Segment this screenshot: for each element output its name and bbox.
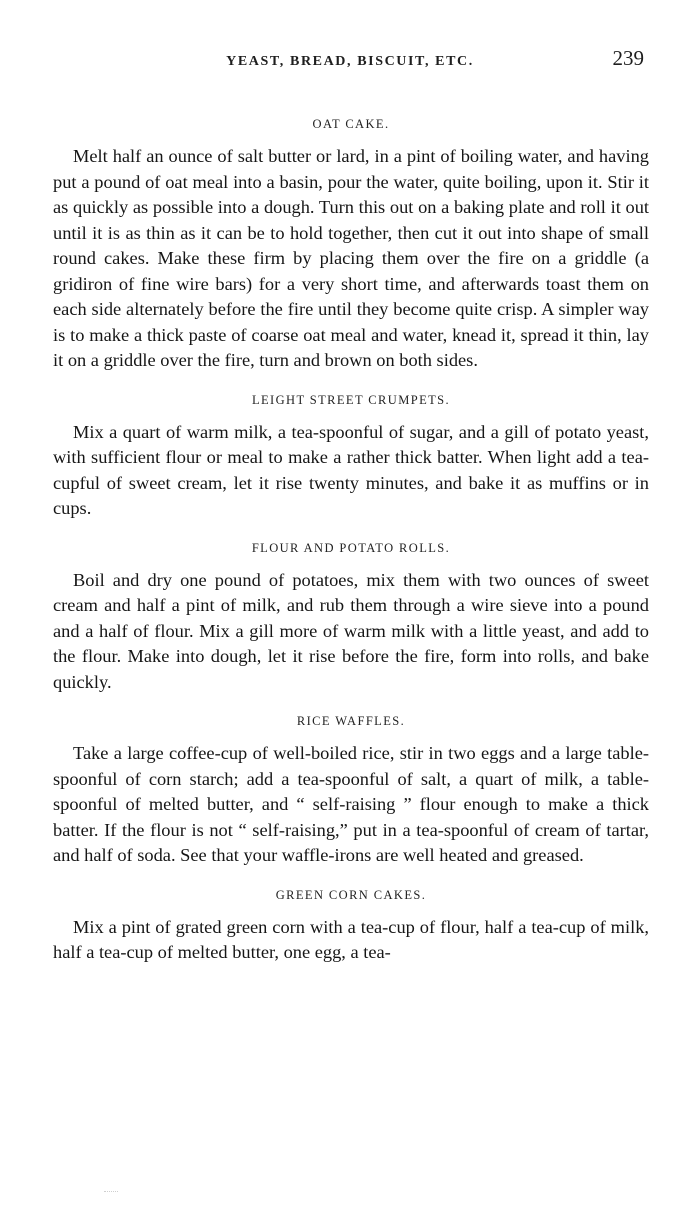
- running-title: YEAST, BREAD, BISCUIT, ETC.: [226, 54, 474, 69]
- recipe-text: Mix a pint of grated green corn with a tea-cup of flour, half a tea-cup of milk, half a tea-cup of melted butter, one egg, a tea-: [53, 916, 649, 962]
- recipe-oat-cake: [53, 114, 649, 374]
- recipe-text: Take a large coffee-cup of well-boiled rice, stir in two eggs and a large table-spoonful of corn starch; add a tea-spoonful of salt, a quart of milk, a table-spoonful of melted butter, and “ self-raising ” flour enough to make a thick batter. If the flour is not “ self-raising,” put in a tea-spoonful of cream of tartar, and half of soda. See that your waffle-irons are well heated and greased.: [53, 743, 649, 865]
- recipe-title: FLOUR AND POTATO ROLLS.: [251, 540, 451, 555]
- recipe-green-corn-cakes: [53, 885, 649, 966]
- page-content: [53, 114, 649, 966]
- page-number: 239: [612, 46, 644, 70]
- running-head: [0, 46, 700, 76]
- recipe-text: Boil and dry one pound of potatoes, mix them with two ounces of sweet cream and half a pint of milk, and rub them through a wire sieve into a pound and a half of flour. Mix a gill more of warm milk with a little yeast, and add to the flour. Make into dough, let it rise before the fire, form into rolls, and bake quickly.: [53, 569, 649, 692]
- recipe-title: GREEN CORN CAKES.: [275, 887, 427, 902]
- recipe-text: Mix a quart of warm milk, a tea-spoonful of sugar, and a gill of potato yeast, with sufficient flour or meal to make a rather thick batter. When light add a tea-cupful of sweet cream, let it rise twenty minutes, and bake it as muffins or in cups.: [53, 421, 649, 518]
- recipe-leight-street-crumpets: [53, 390, 649, 522]
- recipe-rice-waffles: [53, 711, 649, 869]
- recipe-title: LEIGHT STREET CRUMPETS.: [251, 392, 451, 407]
- recipe-title: RICE WAFFLES.: [296, 714, 406, 728]
- recipe-text: Melt half an ounce of salt butter or lard, in a pint of boiling water, and having put a pound of oat meal into a basin, pour the water, quite boiling, upon it. Stir it as quickly as possible into a dough. Turn this out on a baking plate and roll it out until it is as thin as it can be to hold together, then cut it out into shape of small round cakes. Make these firm by placing them over the fire on a griddle (a gridiron of fine wire bars) for a very short time, and afterwards toast them on each side alternately before the fire until they become quite crisp. A simpler way is to make a thick paste of coarse oat meal and water, knead it, spread it thin, lay it on a griddle over the fire, turn and brown on both sides.: [53, 146, 649, 370]
- scan-speck: [104, 1191, 118, 1194]
- recipe-flour-and-potato-rolls: [53, 538, 649, 696]
- recipe-title: OAT CAKE.: [312, 117, 390, 131]
